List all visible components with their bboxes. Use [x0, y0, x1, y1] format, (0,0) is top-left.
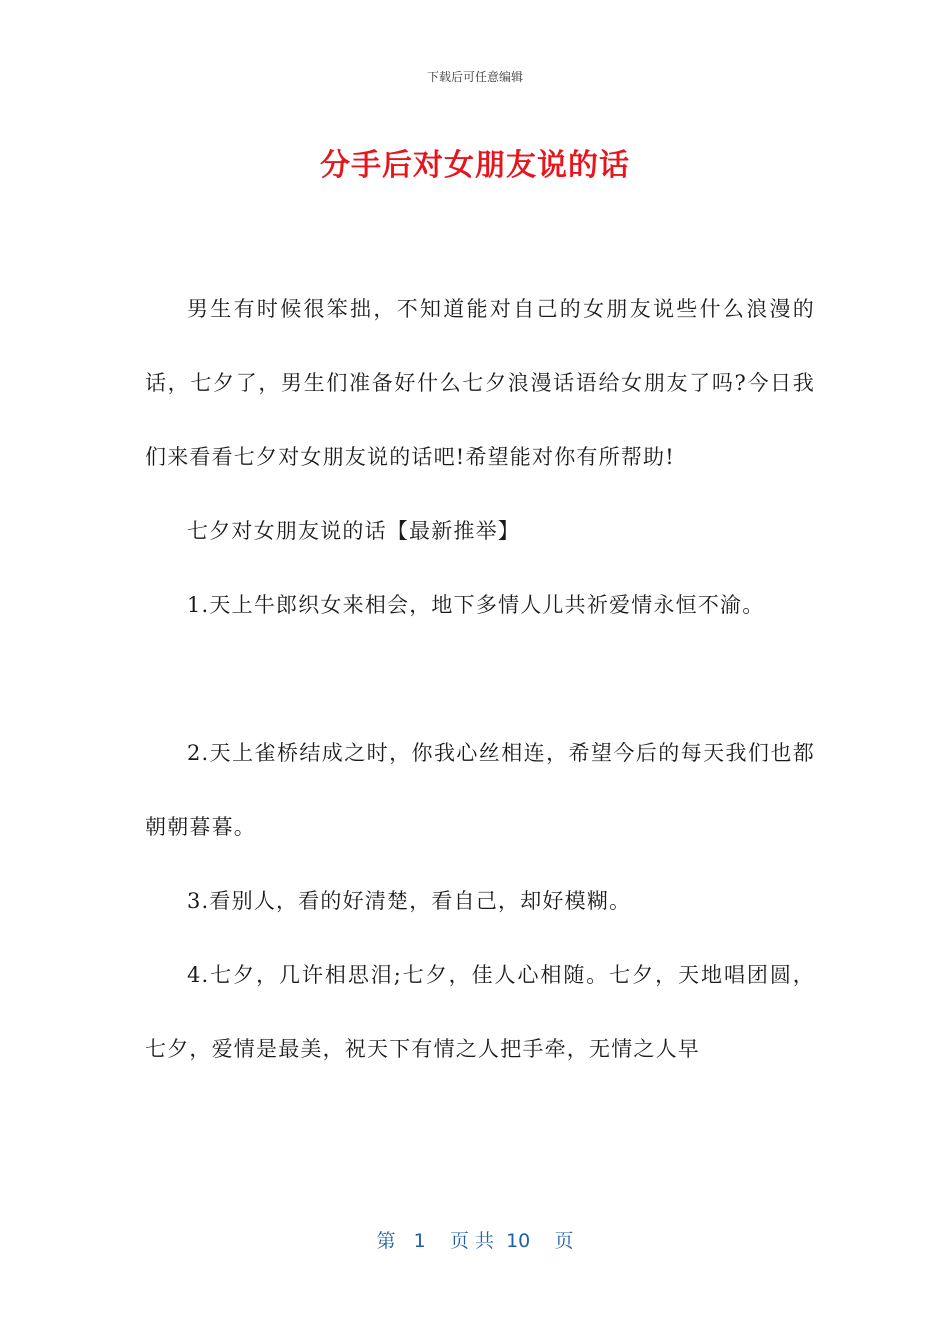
page-footer [0, 1226, 950, 1253]
section-heading: 七夕对女朋友说的话【最新推举】 [187, 519, 520, 543]
list-item-3: 3.看别人，看的好清楚，看自己，却好模糊。 [187, 889, 632, 913]
document-title: 分手后对女朋友说的话 [320, 148, 630, 183]
list-item-1: 1.天上牛郎织女来相会，地下多情人儿共祈爱情永恒不渝。 [187, 593, 765, 617]
footer-current-page: 1 [413, 1230, 426, 1252]
list-item-4: 4.七夕，几许相思泪;七夕，佳人心相随。七夕，天地唱团圆，七夕，爱情是最美，祝天下有情之人把手牵，无情之人早 [145, 963, 815, 1061]
intro-paragraph: 男生有时候很笨拙，不知道能对自己的女朋友说些什么浪漫的话，七夕了，男生们准备好什么七夕浪漫话语给女朋友了吗?今日我们来看看七夕对女朋友说的话吧!希望能对你有所帮助! [145, 297, 815, 469]
footer-total-pages: 10 [506, 1230, 531, 1252]
footer-label-end: 页 [554, 1230, 574, 1252]
list-item-2: 2.天上雀桥结成之时，你我心丝相连，希望今后的每天我们也都朝朝暮暮。 [145, 741, 815, 839]
footer-label-page: 第 [376, 1230, 396, 1252]
footer-label-total: 页 共 [449, 1230, 494, 1252]
document-body [145, 272, 815, 1086]
header-note: 下载后可任意编辑 [426, 70, 523, 84]
